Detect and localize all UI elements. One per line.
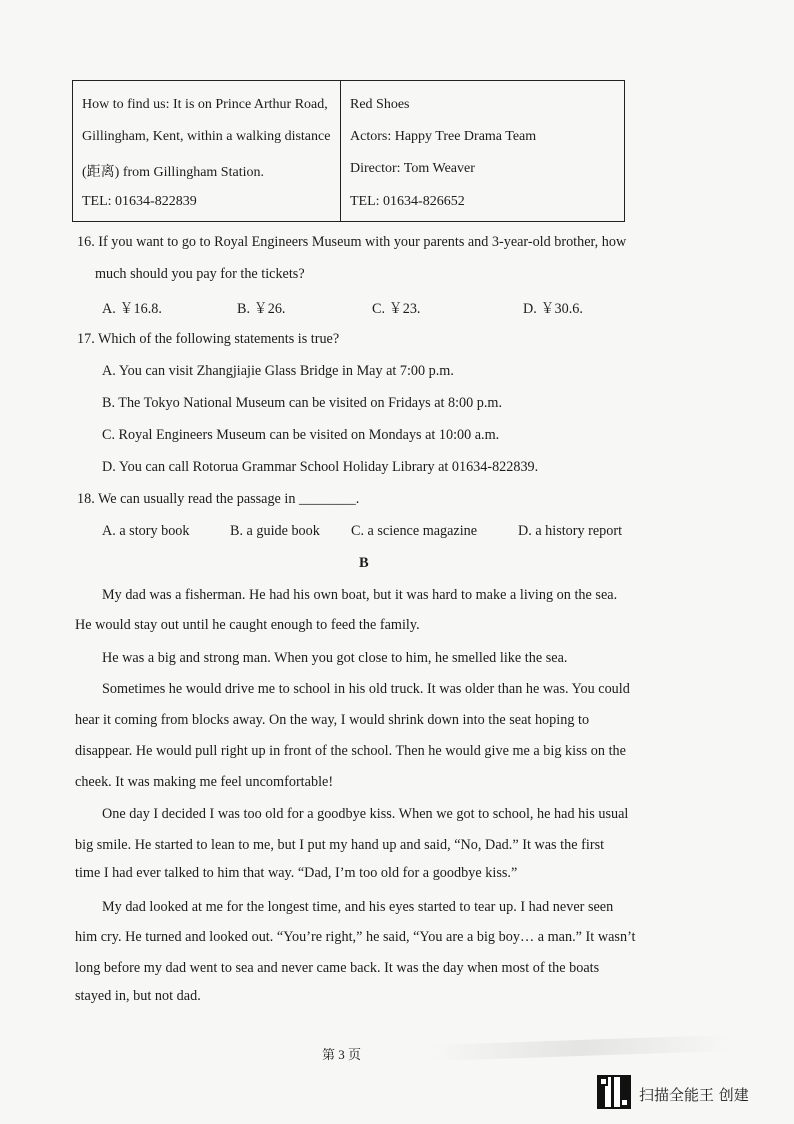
passage-line: him cry. He turned and looked out. “You’re right,” he said, “You are a big boy… a man.” It wasn’t <box>75 929 636 945</box>
passage-line: stayed in, but not dad. <box>75 988 201 1004</box>
q18-option-a: A. a story book <box>102 523 190 539</box>
q16-stem-line2: much should you pay for the tickets? <box>95 266 305 282</box>
q17-option-c: C. Royal Engineers Museum can be visited on Mondays at 10:00 a.m. <box>102 427 500 443</box>
passage-line: Sometimes he would drive me to school in his old truck. It was older than he was. You could <box>102 681 630 697</box>
table-left-line: Gillingham, Kent, within a walking distance <box>82 129 331 144</box>
passage-line: My dad was a fisherman. He had his own boat, but it was hard to make a living on the sea. <box>102 587 618 603</box>
passage-line: My dad looked at me for the longest time, and his eyes started to tear up. I had never seen <box>102 899 614 915</box>
table-divider <box>340 81 341 221</box>
passage-line: He would stay out until he caught enough to feed the family. <box>75 617 420 633</box>
q17-option-b: B. The Tokyo National Museum can be visited on Fridays at 8:00 p.m. <box>102 395 503 411</box>
passage-line: He was a big and strong man. When you got close to him, he smelled like the sea. <box>102 650 568 666</box>
qr-code-icon <box>597 1075 631 1109</box>
q16-option-c: C. ￥23. <box>372 301 421 317</box>
table-right-line: TEL: 01634-826652 <box>350 194 465 209</box>
passage-line: big smile. He started to lean to me, but I put my hand up and said, “No, Dad.” It was the first <box>75 837 605 853</box>
scan-smudge <box>430 1035 730 1061</box>
table-right-line: Director: Tom Weaver <box>350 161 475 176</box>
passage-line: disappear. He would pull right up in front of the school. Then he would give me a big kiss on the <box>75 743 626 759</box>
q16-option-a: A. ￥16.8. <box>102 301 162 317</box>
q16-option-b: B. ￥26. <box>237 301 286 317</box>
passage-line: hear it coming from blocks away. On the way, I would shrink down into the seat hoping to <box>75 712 590 728</box>
page-number: 第 3 页 <box>322 1047 362 1062</box>
q18-stem: 18. We can usually read the passage in ________. <box>77 491 360 507</box>
table-right-line: Red Shoes <box>350 97 410 112</box>
table-left-line: TEL: 01634-822839 <box>82 194 197 209</box>
table-left-line: How to find us: It is on Prince Arthur Road, <box>82 97 328 112</box>
q17-stem: 17. Which of the following statements is true? <box>77 331 340 347</box>
q17-option-d: D. You can call Rotorua Grammar School Holiday Library at 01634-822839. <box>102 459 539 475</box>
q17-option-a: A. You can visit Zhangjiajie Glass Bridge in May at 7:00 p.m. <box>102 363 454 379</box>
q18-option-b: B. a guide book <box>230 523 320 539</box>
q18-option-c: C. a science magazine <box>351 523 478 539</box>
passage-line: time I had ever talked to him that way. “Dad, I’m too old for a goodbye kiss.” <box>75 865 518 881</box>
section-label: B <box>359 555 369 571</box>
q16-option-d: D. ￥30.6. <box>523 301 583 317</box>
passage-line: One day I decided I was too old for a goodbye kiss. When we got to school, he had his usual <box>102 806 629 822</box>
q18-option-d: D. a history report <box>518 523 623 539</box>
table-left-line: (距离) from Gillingham Station. <box>82 165 264 180</box>
passage-line: long before my dad went to sea and never came back. It was the day when most of the boats <box>75 960 600 976</box>
q16-stem-line1: 16. If you want to go to Royal Engineers Museum with your parents and 3-year-old brother, how <box>77 234 627 250</box>
passage-line: cheek. It was making me feel uncomfortable! <box>75 774 334 790</box>
scanner-watermark: 扫描全能王 创建 <box>639 1086 749 1104</box>
table-right-line: Actors: Happy Tree Drama Team <box>350 129 537 144</box>
